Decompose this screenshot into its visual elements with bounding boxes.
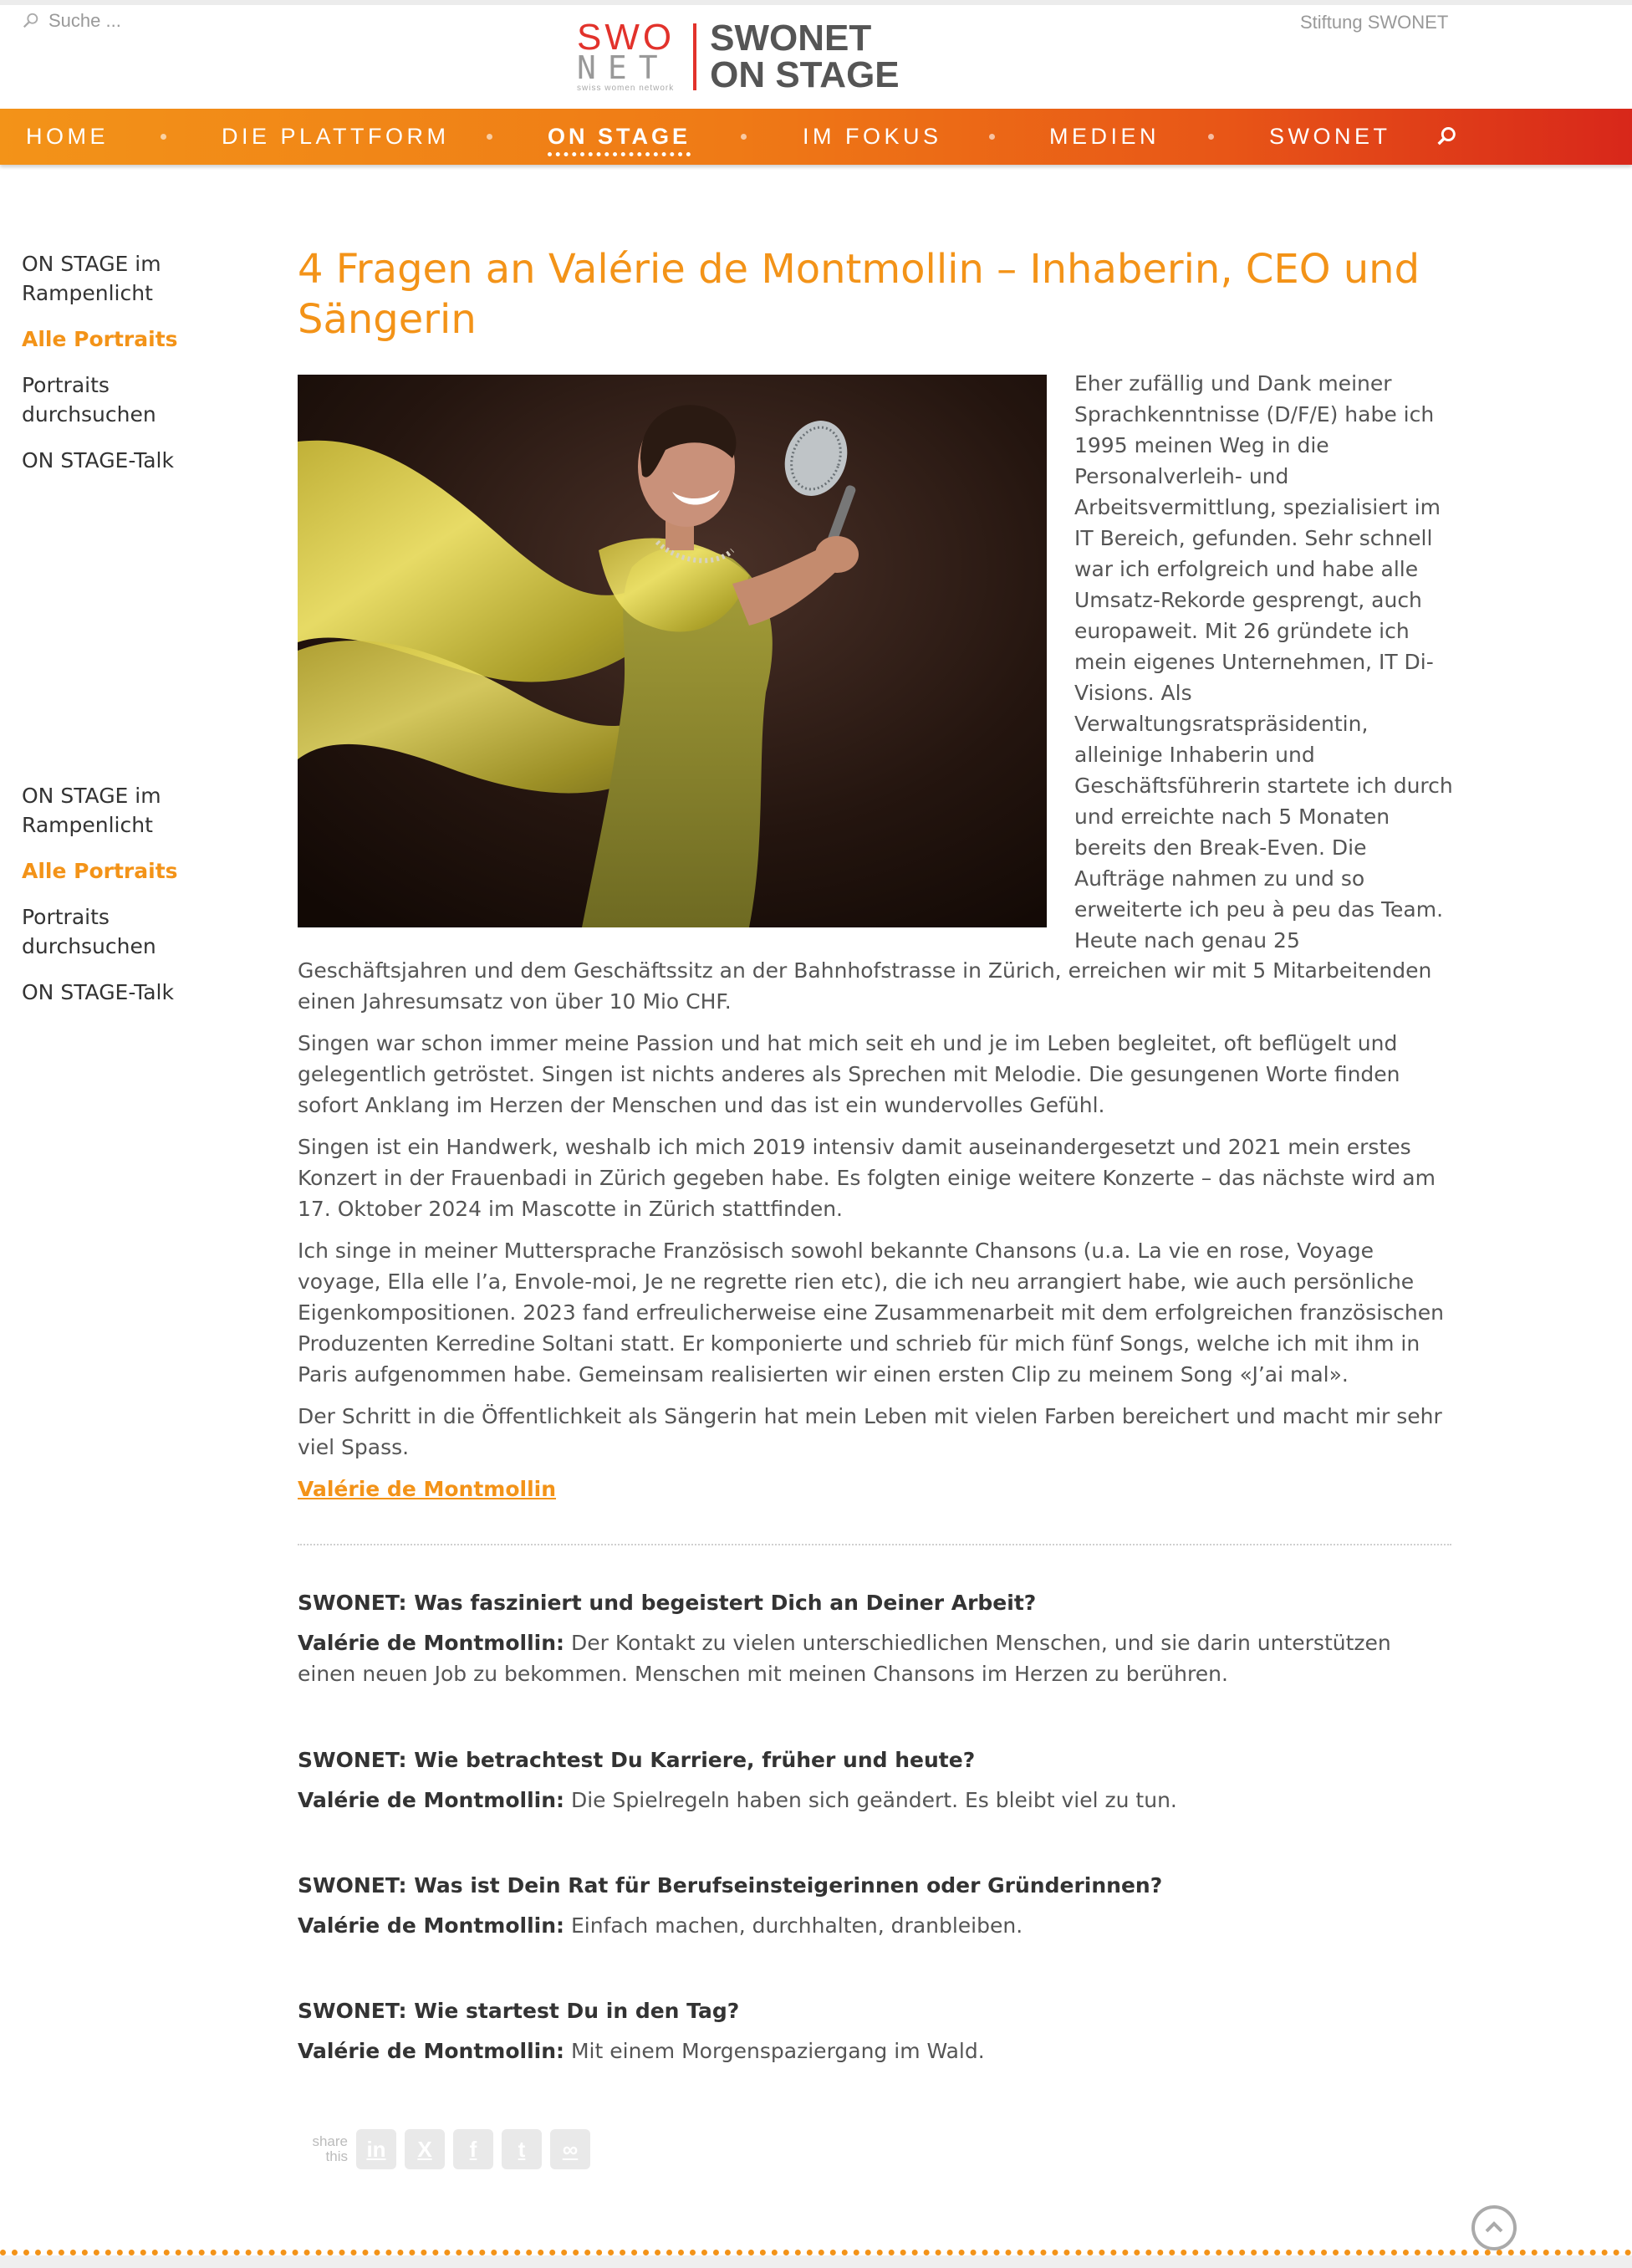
scroll-to-top-icon[interactable] <box>1471 2205 1517 2250</box>
logo-swo: SWO <box>577 16 676 58</box>
sidebar-item-portraits-durchsuchen[interactable]: Portraits durchsuchen <box>22 905 156 958</box>
section-divider <box>298 1544 1451 1545</box>
interview-item <box>298 1995 1451 2066</box>
sidebar-sticky <box>22 781 222 1024</box>
nav-separator-dot <box>1208 134 1214 140</box>
nav-separator-dot <box>989 134 995 140</box>
interview-item <box>298 1587 1451 1689</box>
interview-question: SWONET: Was fasziniert und begeistert Dich an Deiner Arbeit? <box>298 1591 1037 1615</box>
interview-answer <box>298 1627 1451 1689</box>
interview-answer-text: Mit einem Morgenspaziergang im Wald. <box>570 2039 985 2063</box>
intro-text: Eher zufällig und Dank meiner Sprachkenntnisse (D/F/E) habe ich 1995 meinen Weg in die Personalverleih- und Arbeitsvermittlung, spezialisiert im IT Bereich, gefunden. Sehr schnell war ich erfolgreich und habe alle Umsatz-Rekorde gesprengt, auch europaweit. Mit 26 gründete ich mein eigenes Unternehmen, IT Di-Visions. Als Verwaltungsratspräsidentin, alleinige Inhaberin und Geschäftsführerin startete ich durch und erreichte nach 5 Monaten bereits den Break-Even. Die Aufträge nahmen zu und so erweiterte ich peu à peu das Team. Heute nach genau 25 <box>1074 371 1453 953</box>
sidebar-item-alle-portraits[interactable]: Alle Portraits <box>22 327 178 351</box>
search-input[interactable] <box>48 10 249 32</box>
share-label-line1: share <box>312 2133 348 2149</box>
copy-link-icon[interactable]: ∞ <box>550 2129 590 2169</box>
logo-title-line1: SWONET <box>710 18 872 59</box>
logo-divider <box>693 23 696 90</box>
sidebar-item-portraits-durchsuchen[interactable]: Portraits durchsuchen <box>22 373 156 427</box>
nav-swonet[interactable]: SWONET <box>1269 124 1391 149</box>
interview-item <box>298 1744 1451 1816</box>
interview-speaker: Valérie de Montmollin: <box>298 1788 565 1812</box>
portrait-name-link[interactable]: Valérie de Montmollin <box>298 1477 557 1501</box>
interview-speaker: Valérie de Montmollin: <box>298 1631 565 1655</box>
sidebar-top <box>22 249 222 492</box>
article-paragraph: Der Schritt in die Öffentlichkeit als Sängerin hat mein Leben mit vielen Farben bereichert und macht mir sehr viel Spass. <box>298 1404 1442 1459</box>
intro-continued: Geschäftsjahren und dem Geschäftssitz an der Bahnhofstrasse in Zürich, erreichen wir mit 5 Mitarbeitenden einen Jahresumsatz von über 10 Mio CHF. <box>298 958 1432 1014</box>
chevron-up-icon <box>1483 2217 1505 2239</box>
nav-separator-dot <box>741 134 747 140</box>
interview-speaker: Valérie de Montmollin: <box>298 1913 565 1938</box>
xing-icon[interactable]: X <box>405 2129 445 2169</box>
sidebar-item-alle-portraits[interactable]: Alle Portraits <box>22 859 178 883</box>
search-icon[interactable] <box>1435 125 1458 149</box>
nav-medien[interactable]: MEDIEN <box>1049 124 1160 149</box>
logo-mark <box>577 16 676 93</box>
share-bar <box>298 2129 590 2169</box>
facebook-icon[interactable]: f <box>453 2129 493 2169</box>
interview-question: SWONET: Wie betrachtest Du Karriere, früher und heute? <box>298 1748 976 1772</box>
logo[interactable] <box>577 16 900 95</box>
interview-speaker: Valérie de Montmollin: <box>298 2039 565 2063</box>
article-paragraph: Ich singe in meiner Muttersprache Französisch sowohl bekannte Chansons (u.a. La vie en rose, Voyage voyage, Ella elle l’a, Envole-moi, Je ne regrette rien etc), die ich neu arrangiert habe, wie auch persönliche Eigenkompositionen. 2023 fand erfreulicherweise eine Zusammenarbeit mit dem erfolgreichen französischen Produzenten Kerredine Soltani statt. Er komponierte und schrieb für mich fünf Songs, welche ich mit ihm in Paris aufgenommen habe. Gemeinsam realisierten wir einen ersten Clip zu meinem Song «J’ai mal». <box>298 1239 1444 1387</box>
footer-divider <box>0 2250 1632 2255</box>
footer-bar <box>0 2255 1632 2268</box>
sidebar-item-on-stage-talk[interactable]: ON STAGE-Talk <box>22 448 174 472</box>
search-bar[interactable] <box>22 10 249 32</box>
logo-title-line2: ON STAGE <box>710 54 900 95</box>
interview-answer-text: Der Kontakt zu vielen unterschiedlichen Menschen, und sie darin unterstützen einen neuen Job zu bekommen. Menschen mit meinen Chansons im Herzen zu berühren. <box>298 1631 1391 1686</box>
sidebar-item-rampenlicht[interactable]: ON STAGE im Rampenlicht <box>22 252 161 305</box>
stiftung-link[interactable]: Stiftung SWONET <box>1300 12 1449 33</box>
interview-answer <box>298 1910 1451 1941</box>
interview-answer-text: Die Spielregeln haben sich geändert. Es bleibt viel zu tun. <box>570 1788 1177 1812</box>
article-body <box>298 955 1451 1515</box>
logo-title <box>710 20 900 94</box>
interview-answer <box>298 2036 1451 2066</box>
article-paragraph: Singen war schon immer meine Passion und hat mich seit eh und je im Leben begleitet, oft beflügelt und gelegentlich getröstet. Singen ist nichts anderes als Sprechen mit Melodie. Die gesungenen Worte finden sofort Anklang im Herzen der Menschen und das ist ein wundervolles Gefühl. <box>298 1031 1400 1117</box>
portrait-illustration <box>298 375 1047 927</box>
portrait-photo <box>298 375 1047 927</box>
nav-im-fokus[interactable]: IM FOKUS <box>803 124 942 149</box>
linkedin-icon[interactable]: in <box>356 2129 396 2169</box>
main-nav <box>0 109 1632 165</box>
page-title: 4 Fragen an Valérie de Montmollin – Inhaberin, CEO und Sängerin <box>298 246 1420 343</box>
interview-answer-text: Einfach machen, durchhalten, dranbleiben. <box>570 1913 1023 1938</box>
nav-die-plattform[interactable]: DIE PLATTFORM <box>222 124 450 149</box>
twitter-icon[interactable]: t <box>502 2129 542 2169</box>
interview-answer <box>298 1785 1451 1816</box>
sidebar-item-rampenlicht[interactable]: ON STAGE im Rampenlicht <box>22 784 161 837</box>
nav-home[interactable]: HOME <box>26 124 109 149</box>
top-rule <box>0 0 1632 5</box>
article-paragraph: Singen ist ein Handwerk, weshalb ich mich 2019 intensiv damit auseinandergesetzt und 2021 mein erstes Konzert in der Frauenbadi in Zürich gegeben habe. Es folgten einige weitere Konzerte – das nächste wird am 17. Oktober 2024 im Mascotte in Zürich stattfinden. <box>298 1135 1436 1221</box>
share-label <box>298 2134 348 2164</box>
sidebar-item-on-stage-talk[interactable]: ON STAGE-Talk <box>22 980 174 1004</box>
nav-on-stage[interactable]: ON STAGE <box>548 109 691 165</box>
share-label-line2: this <box>325 2148 348 2164</box>
logo-tagline: swiss women network <box>577 83 675 93</box>
nav-separator-dot <box>487 134 492 140</box>
interview-question: SWONET: Was ist Dein Rat für Berufseinsteigerinnen oder Gründerinnen? <box>298 1873 1163 1898</box>
interview-question: SWONET: Wie startest Du in den Tag? <box>298 1999 740 2023</box>
interview-item <box>298 1870 1451 1941</box>
logo-net: NET <box>577 49 670 86</box>
nav-separator-dot <box>161 134 166 140</box>
search-icon <box>22 12 40 30</box>
